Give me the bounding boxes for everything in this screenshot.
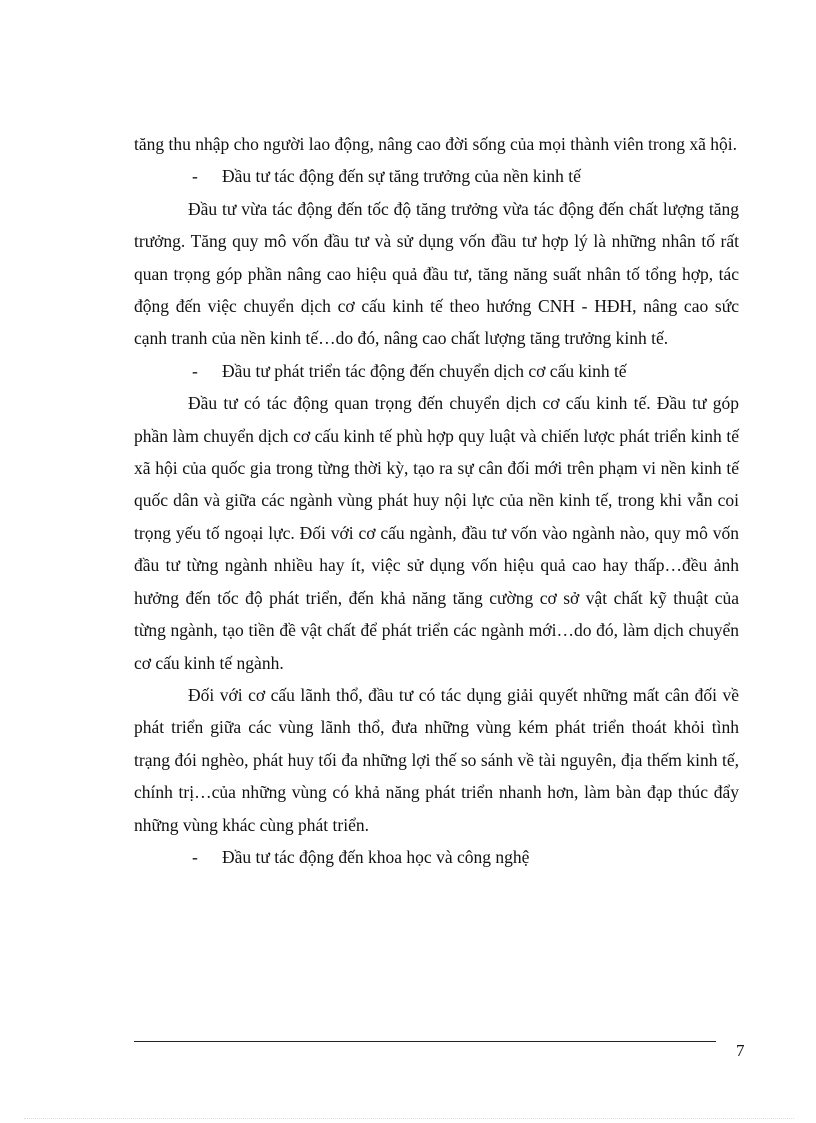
paragraph-growth: Đầu tư vừa tác động đến tốc độ tăng trưởng vừa tác động đến chất lượng tăng trưởng. Tăng quy mô vốn đầu tư và sử dụng vốn đầu tư hợp lý là những nhân tố rất quan trọng góp phần nâng cao hiệu quả đầu tư, tăng năng suất nhân tố tổng hợp, tác động đến việc chuyển dịch cơ cấu kinh tế theo hướng CNH - HĐH, nâng cao sức cạnh tranh của nền kinh tế…do đó, nâng cao chất lượng tăng trưởng kinh tế. [134,198,739,349]
footer-rule [134,1041,716,1042]
paragraph-territory: Đối với cơ cấu lãnh thổ, đầu tư có tác dụng giải quyết những mất cân đối về phát triển giữa các vùng lãnh thổ, đưa những vùng kém phát triển thoát khỏi tình trạng đói nghèo, phát huy tối đa những lợi thế so sánh về tài nguyên, địa thếm kinh tế, chính trị…của những vùng có khả năng phát triển nhanh hơn, làm bàn đạp thúc đẩy những vùng khác cùng phát triển. [134,684,739,835]
paragraph-structure: Đầu tư có tác động quan trọng đến chuyển dịch cơ cấu kinh tế. Đầu tư góp phần làm chuyển dịch cơ cấu kinh tế phù hợp quy luật và chiến lược phát triển kinh tế xã hội của quốc gia trong từng thời kỳ, tạo ra sự cân đối mới trên phạm vi nền kinh tế quốc dân và giữa các ngành vùng phát huy nội lực của nền kinh tế, trong khi vẫn coi trọng yếu tố ngoại lực. Đối với cơ cấu ngành, đầu tư vốn vào ngành nào, quy mô vốn đầu tư từng ngành nhiều hay ít, việc sử dụng vốn hiệu quả cao hay thấp…đều ảnh hưởng đến tốc độ phát triển, đến khả năng tăng cường cơ sở vật chất kỹ thuật của từng ngành, tạo tiền đề vật chất để phát triển các ngành mới…do đó, làm dịch chuyển cơ cấu kinh tế ngành. [134,393,739,673]
bullet-text: Đầu tư tác động đến khoa học và công nghệ [222,846,530,867]
bullet-text: Đầu tư phát triển tác động đến chuyển dịch cơ cấu kinh tế [222,360,627,381]
bullet-dash: - [192,360,198,381]
bullet-text: Đầu tư tác động đến sự tăng trưởng của nền kinh tế [222,166,581,187]
bullet-item-growth [134,160,739,192]
paragraph-continuation: tăng thu nhập cho người lao động, nâng cao đời sống của mọi thành viên trong xã hội. [134,134,737,154]
document-body [134,128,739,873]
bullet-item-science [134,841,739,873]
page-number: 7 [736,1041,745,1060]
page-bottom-border [24,1118,794,1119]
bullet-item-structure [134,355,739,387]
bullet-dash: - [192,166,198,187]
bullet-dash: - [192,846,198,867]
